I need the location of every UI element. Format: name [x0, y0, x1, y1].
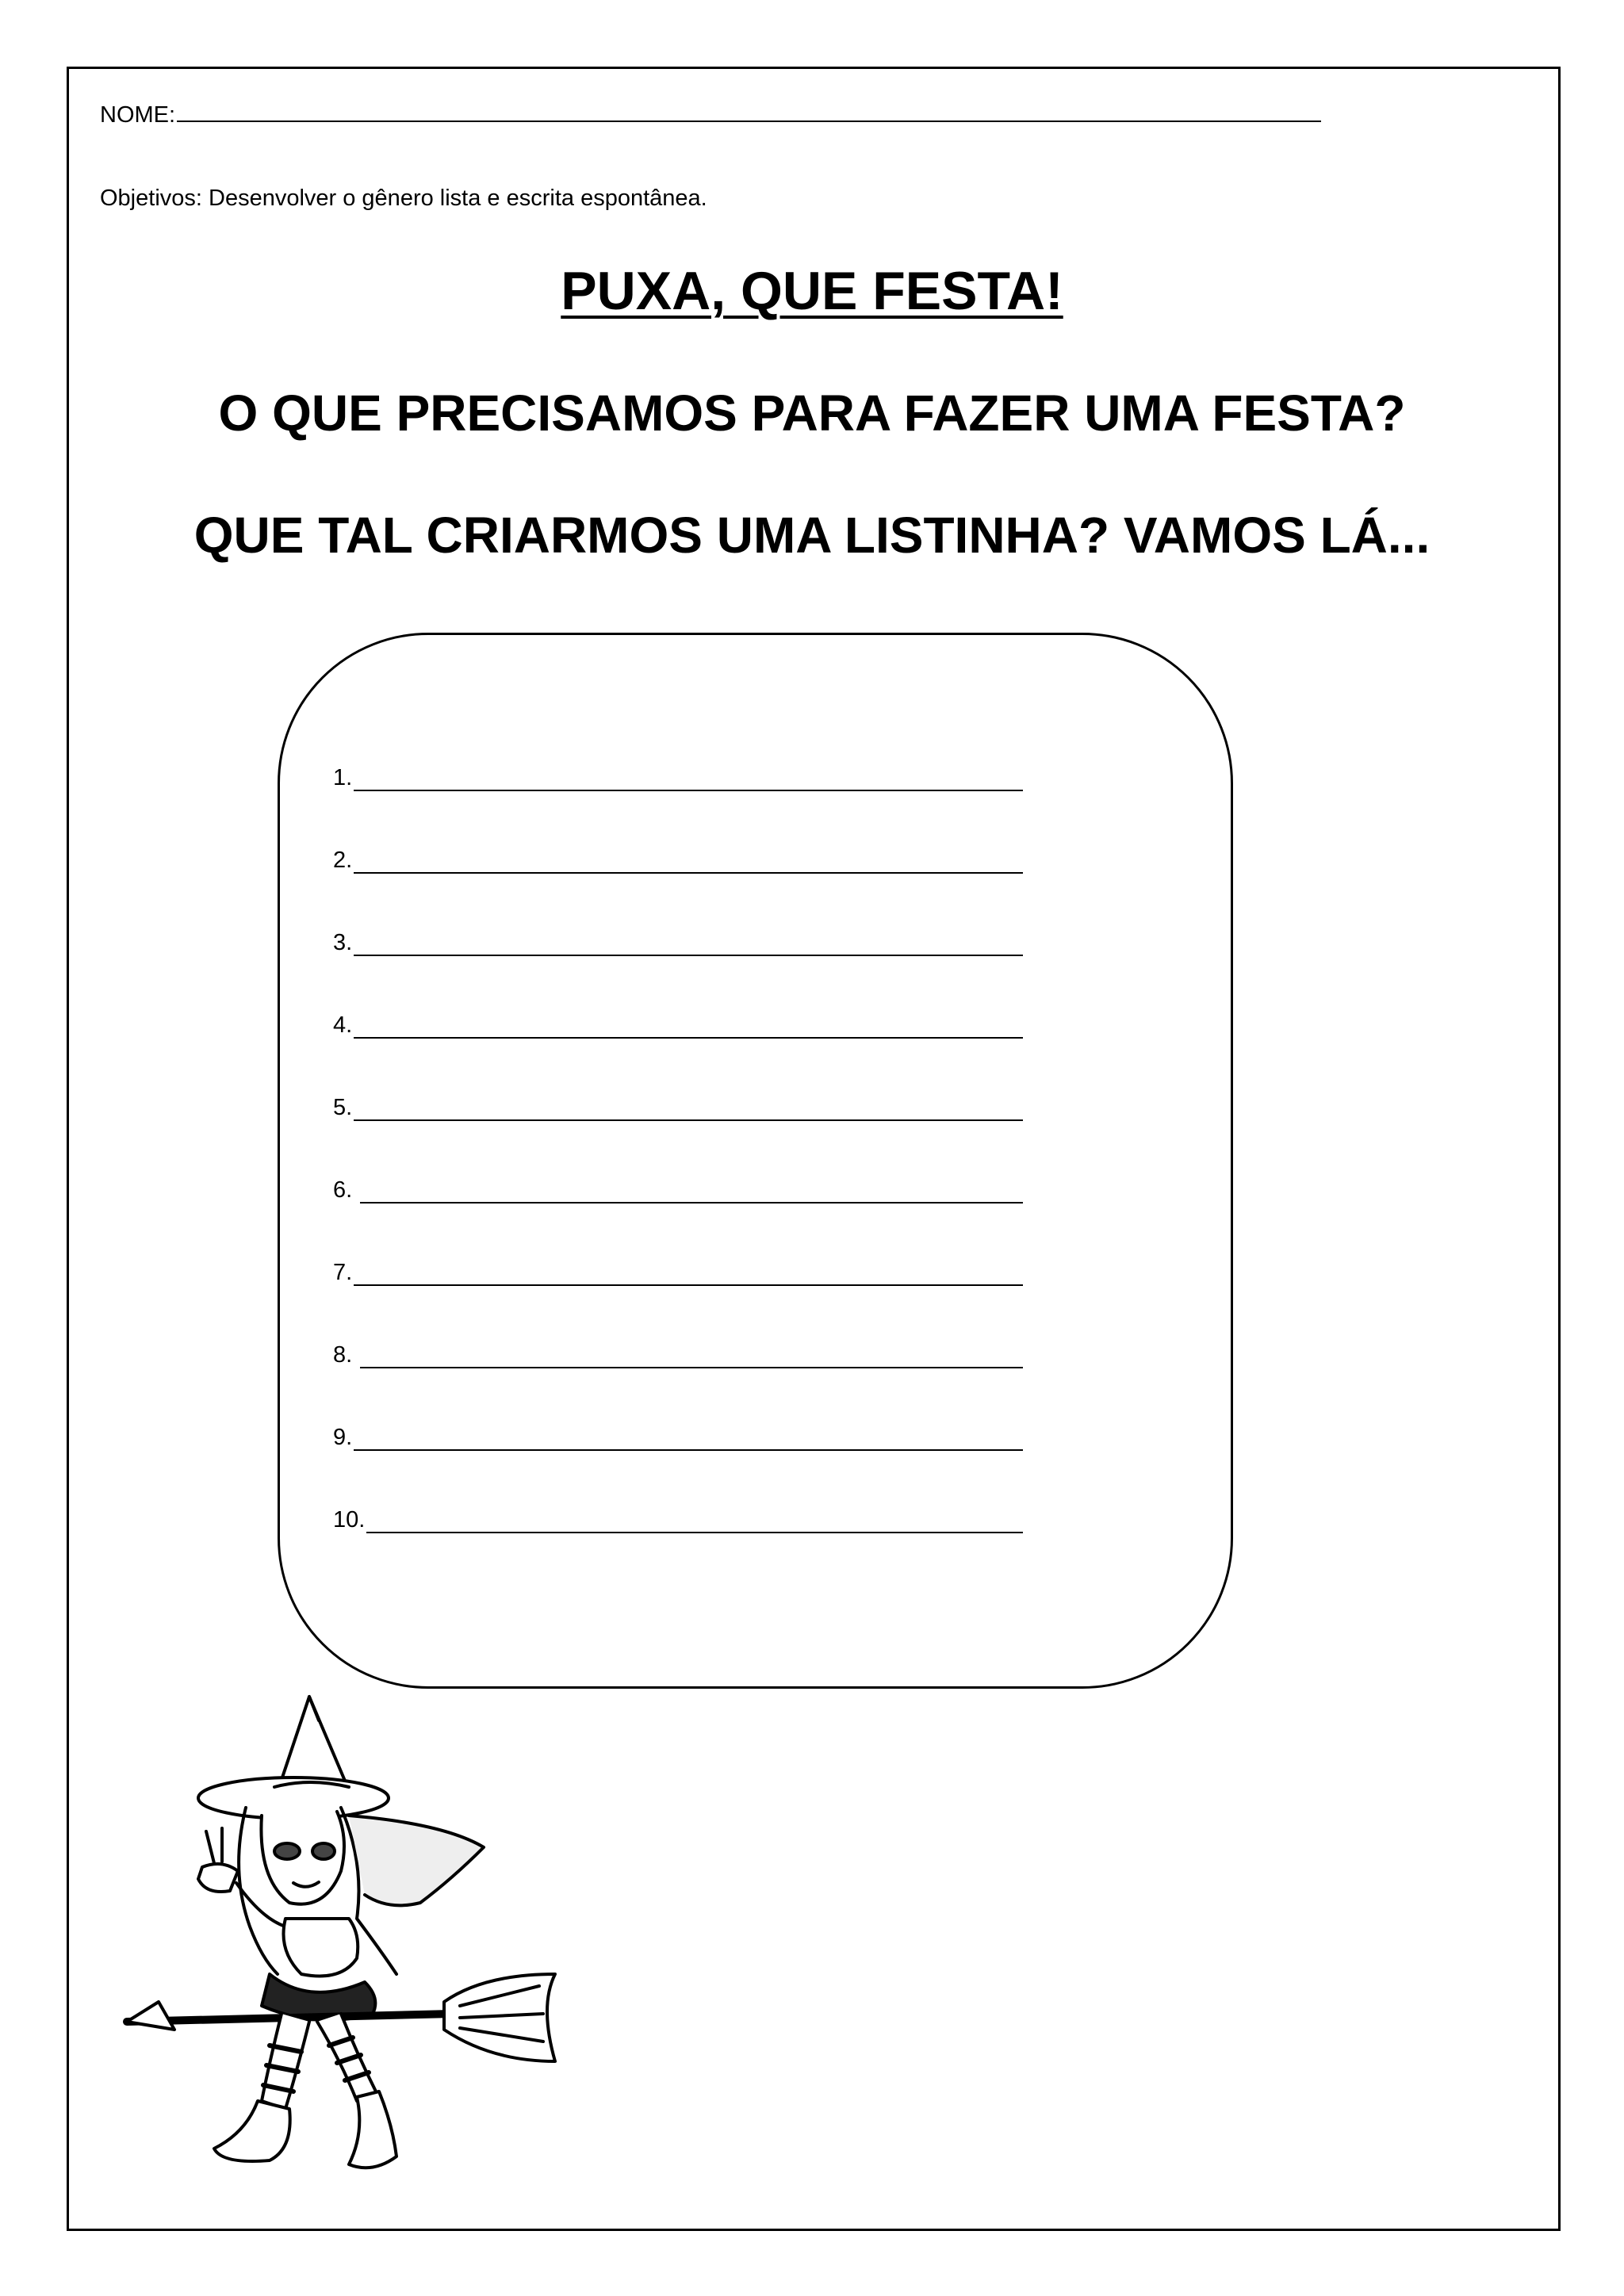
name-line[interactable]	[177, 100, 1321, 122]
list-item[interactable]	[333, 842, 1023, 874]
page-title: PUXA, QUE FESTA!	[561, 261, 1063, 321]
list-item-number: 1.	[333, 765, 353, 790]
instruction-heading: QUE TAL CRIARMOS UMA LISTINHA? VAMOS LÁ...	[193, 507, 1431, 564]
list-item-line[interactable]	[354, 1425, 1023, 1451]
list-item-number: 2.	[333, 848, 353, 873]
list-item-number: 5.	[333, 1095, 353, 1120]
list-item[interactable]	[333, 1089, 1023, 1121]
list-item-number: 7.	[333, 1260, 353, 1285]
witch-on-broom-icon	[111, 1689, 587, 2196]
list-item-line[interactable]	[354, 1261, 1023, 1286]
list-item[interactable]	[333, 924, 1023, 956]
list-item-line[interactable]	[354, 1096, 1023, 1121]
list-item[interactable]	[333, 1419, 1023, 1451]
list-item-number: 3.	[333, 930, 353, 955]
list-item[interactable]	[333, 1172, 1023, 1203]
objectives-text: Objetivos: Desenvolver o gênero lista e escrita espontânea.	[100, 186, 707, 211]
list-item-line[interactable]	[360, 1178, 1023, 1203]
list-item-line[interactable]	[354, 848, 1023, 874]
list-item-line[interactable]	[354, 766, 1023, 791]
question-heading: O QUE PRECISAMOS PARA FAZER UMA FESTA?	[218, 385, 1406, 442]
list-item-number: 4.	[333, 1012, 353, 1038]
list-item-number: 8.	[333, 1342, 359, 1368]
list-item-line[interactable]	[366, 1508, 1023, 1533]
list-item-line[interactable]	[354, 1013, 1023, 1039]
list-item-line[interactable]	[354, 931, 1023, 956]
list-item[interactable]	[333, 760, 1023, 791]
list-item-number: 6.	[333, 1177, 359, 1203]
list-item[interactable]	[333, 1502, 1023, 1533]
list-item-number: 10.	[333, 1507, 366, 1533]
list-item-number: 9.	[333, 1425, 353, 1450]
list-item-line[interactable]	[360, 1343, 1023, 1368]
list-item[interactable]	[333, 1007, 1023, 1039]
list-item[interactable]	[333, 1337, 1023, 1368]
list-item[interactable]	[333, 1254, 1023, 1286]
name-field[interactable]	[100, 100, 1321, 128]
name-label: NOME:	[100, 102, 176, 128]
